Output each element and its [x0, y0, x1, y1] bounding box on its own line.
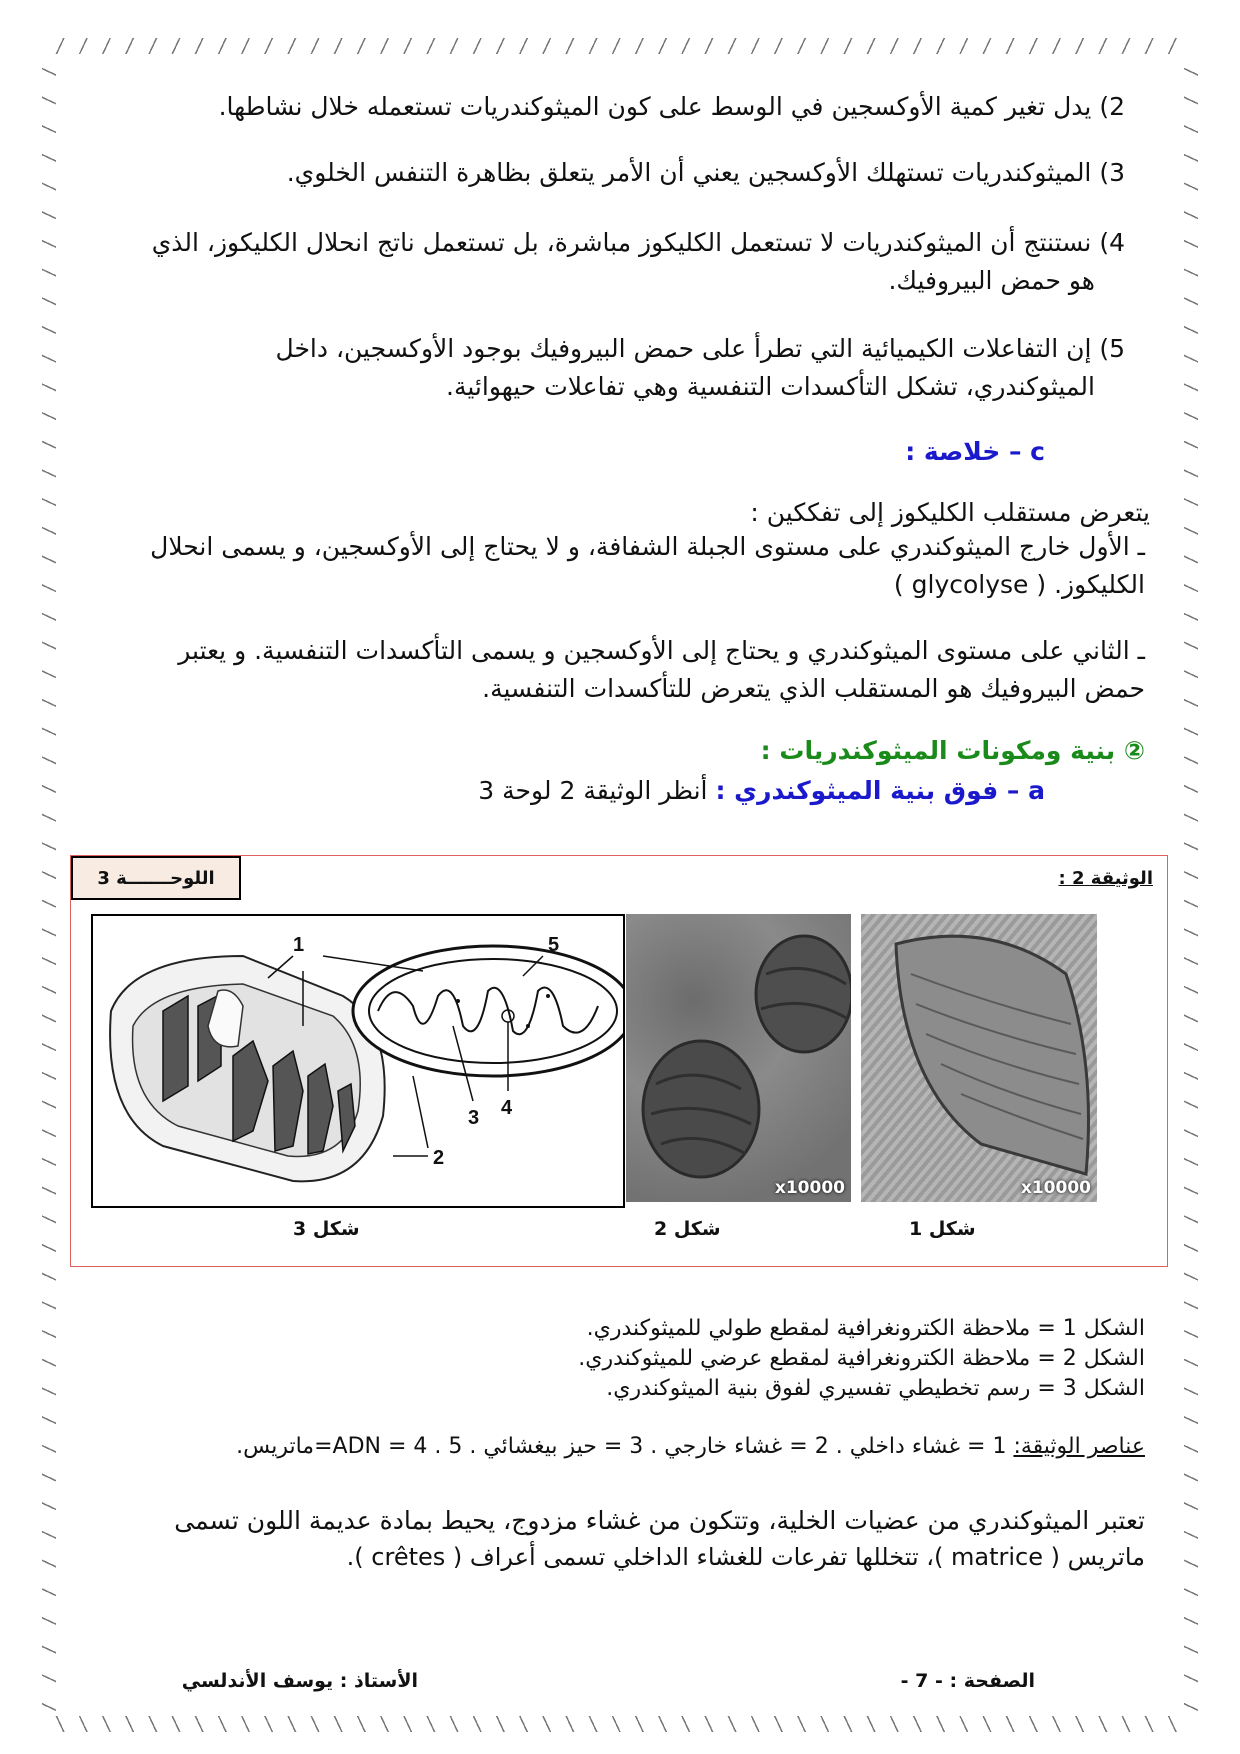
- figure-3-note: الشكل 3 = رسم تخطيطي تفسيري لفوق بنية الميثوكندري.: [606, 1376, 1145, 1401]
- page-border-left: [42, 50, 56, 1720]
- author-name: الأستاذ : يوسف الأندلسي: [181, 1670, 418, 1692]
- section-c-second-line-2: حمض البيروفيك هو المستقلب الذي يتعرض للتأكسدات التنفسية.: [482, 674, 1145, 703]
- figure-1-note: الشكل 1 = ملاحظة الكترونغرافية لمقطع طولي للميثوكندري.: [586, 1316, 1145, 1341]
- section-2a-text: أنظر الوثيقة 2 لوحة 3: [478, 776, 716, 805]
- section-c-first-line-1: ـ الأول خارج الميثوكندري على مستوى الجبلة الشفافة، و لا يحتاج إلى الأوكسجين، و يسمى انحلال: [150, 532, 1145, 561]
- figure-2-note: الشكل 2 = ملاحظة الكترونغرافية لمقطع عرضي للميثوكندري.: [578, 1346, 1145, 1371]
- conclusion-line-1: تعتبر الميثوكندري من عضيات الخلية، وتتكون من غشاء مزدوج، يحيط بمادة عديمة اللون تسمى: [174, 1506, 1145, 1535]
- document-2-label: الوثيقة 2 :: [1058, 868, 1153, 889]
- figure-2-caption: شكل 2: [654, 1218, 721, 1240]
- page-border-top: [52, 38, 1184, 54]
- paragraph-4-line-2: هو حمض البيروفيك.: [888, 266, 1095, 295]
- figure-1-caption: شكل 1: [909, 1218, 976, 1240]
- section-2a-heading: [245, 772, 1045, 810]
- page-number: الصفحة : - 7 -: [900, 1670, 1035, 1692]
- section-2a-label: a – فوق بنية الميثوكندري :: [715, 776, 1045, 805]
- paragraph-2: 2) يدل تغير كمية الأوكسجين في الوسط على كون الميثوكندريات تستعمله خلال نشاطها.: [218, 92, 1125, 121]
- section-c-first-line-2: الكليكوز. ( glycolyse ): [893, 570, 1145, 599]
- figure-1-magnification: x10000: [1020, 1178, 1091, 1198]
- conclusion-line-2: ماتريس ( matrice )، تتخللها تفرعات للغشاء الداخلي تسمى أعراف ( crêtes ).: [346, 1543, 1145, 1571]
- paragraph-3: 3) الميثوكندريات تستهلك الأوكسجين يعني أن الأمر يتعلق بظاهرة التنفس الخلوي.: [286, 158, 1125, 187]
- figure-1-micrograph: [861, 914, 1097, 1202]
- section-c-title: c – خلاصة :: [905, 437, 1045, 466]
- micrograph-longitudinal-section: [861, 914, 1097, 1202]
- diagram-label-5: 5: [548, 934, 560, 956]
- diagram-label-2: 2: [433, 1147, 445, 1169]
- document-elements-label: عناصر الوثيقة:: [1013, 1434, 1145, 1459]
- page-border-bottom: [52, 1716, 1184, 1732]
- paragraph-4-line-1: 4) نستنتج أن الميثوكندريات لا تستعمل الكليكوز مباشرة، بل تستعمل ناتج انحلال الكليكوز، الذي: [151, 228, 1125, 257]
- section-c-second-line-1: ـ الثاني على مستوى الميثوكندري و يحتاج إلى الأوكسجين و يسمى التأكسدات التنفسية. و يعتبر: [178, 636, 1145, 665]
- diagram-label-4: 4: [501, 1097, 513, 1119]
- mitochondrion-diagram: [93, 916, 623, 1206]
- figure-3-caption: شكل 3: [293, 1218, 360, 1240]
- page-border-right: [1184, 50, 1198, 1720]
- paragraph-5-line-2: الميثوكندري، تشكل التأكسدات التنفسية وهي تفاعلات حيهوائية.: [446, 372, 1095, 401]
- diagram-label-1: 1: [293, 934, 305, 956]
- figure-3-diagram: [91, 914, 625, 1208]
- document-elements: [145, 1432, 1145, 1462]
- section-c-intro: يتعرض مستقلب الكليكوز إلى تفككين :: [750, 498, 1150, 527]
- document-2-box: [70, 855, 1168, 1267]
- paragraph-5-line-1: 5) إن التفاعلات الكيميائية التي تطرأ على حمض البيروفيك بوجود الأوكسجين، داخل: [275, 334, 1125, 363]
- figure-2-magnification: x10000: [774, 1178, 845, 1198]
- plate-3-label: اللوحـــــــة 3: [71, 856, 241, 900]
- diagram-label-3: 3: [468, 1107, 480, 1129]
- section-2-title: ② بنية ومكونات الميثوكندريات :: [760, 736, 1145, 765]
- figure-2-micrograph: [626, 914, 851, 1202]
- micrograph-cross-section: [626, 914, 851, 1202]
- document-elements-text: 1 = غشاء داخلي . 2 = غشاء خارجي . 3 = حيز بيغشائي . ADN = 4 . 5=ماتريس.: [236, 1434, 1014, 1459]
